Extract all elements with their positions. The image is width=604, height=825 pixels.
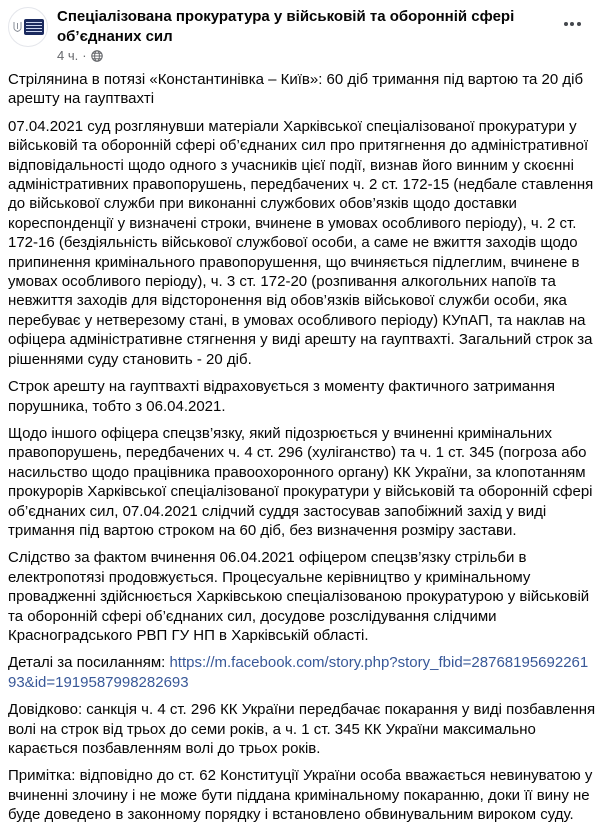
post-paragraph: 07.04.2021 суд розглянувши матеріали Харківської спеціалізованої прокуратури у військовій та оборонній сфері об’єднаних сил про притягнення до адміністративної відповідальності щодо одного з учасників цієї події, визнав його винним у скоєнні адміністративних правопорушень, передбачених ч. 2 ст. 172-15 (недбале ставлення до військової служби при виконанні службових обов’язків щодо доставки кореспонденції у визначені строки, вчинене в умовах особливого періоду), ч. 2 ст. 172-16 (бездіяльність військової службової особи, а саме не вжиття заходів щодо припинення кримінального правопорушення, що вчиняється підлеглим, вчинене в умовах особливого періоду), ч. 3 ст. 172-20 (розпивання алкогольних напоїв та невжиття заходів для відсторонення від обов’язків військової служби особи, яка перебуває у нетверезому стані, в умовах особливого періоду) КУпАП, та наклав на офіцера адміністративне стягнення у виді арешту на гауптвахті. Загальний строк за рішеннями суду становить - 20 діб. — [8, 117, 594, 368]
globe-public-icon — [91, 50, 103, 62]
post-paragraph: Строк арешту на гауптвахті відраховується з моменту фактичного затримання порушника, тобто з 06.04.2021. — [8, 378, 555, 415]
post-paragraph: Довідково: санкція ч. 4 ст. 296 КК України передбачає покарання у виді позбавлення волі на строк від трьох до семи років, а ч. 1 ст. 345 КК України максимально карається позбавленням волі до трьох років. — [8, 701, 596, 757]
more-options-button[interactable] — [558, 14, 586, 34]
header-text — [57, 7, 588, 64]
post-header — [0, 0, 604, 68]
post-text — [0, 68, 604, 825]
dot-icon — [570, 22, 574, 26]
post-paragraph: Стрілянина в потязі «Константинівка – Київ»: 60 діб тримання під вартою та 20 діб арешту на гауптвахті — [8, 71, 584, 108]
post-paragraph — [8, 653, 596, 692]
dot-icon — [577, 22, 581, 26]
post-paragraph: Примітка: відповідно до ст. 62 Конституції України особа вважається невинуватою у вчиненні злочину і не може бути піддана кримінальному покаранню, доки її вину не буде доведено в законному порядку і встановлено обвинувальним вироком суду. — [8, 767, 593, 824]
link-prefix: Деталі за посиланням: — [8, 654, 170, 672]
dot-icon — [564, 22, 568, 26]
timestamp[interactable]: 4 ч. — [57, 48, 79, 63]
post-link[interactable]: https://m.facebook.com/story.php?story_fbid=2876819569226193&id=1919587998282693 — [8, 654, 589, 691]
post-paragraph: Слідство за фактом вчинення 06.04.2021 офіцером спецзв’язку стрільби в електропотязі продовжується. Процесуальне керівництво у кримінальному провадженні здійснюється Харківською спеціалізованою прокуратурою у військовій та оборонній сфері об’єднаних сил, досудове розслідування слідчими Красноградського РВП ГУ НП в Харківській області. — [8, 549, 590, 644]
page-name-link[interactable]: Спеціалізована прокуратура у військовій та оборонній сфері об’єднаних сил — [57, 8, 515, 45]
trident-emblem-icon — [13, 21, 22, 33]
post-paragraph: Щодо іншого офіцера спецзв’язку, який підозрюється у вчиненні кримінальних правопорушень, передбачених ч. 4 ст. 296 (хуліганство) та ч. 1 ст. 345 (погроза або насильство щодо працівника правоохоронного органу) КК України, за клопотанням прокурорів Харківської спеціалізованої прокуратури у військовій та оборонній сфері об’єднаних сил, 07.04.2021 слідчий суддя застосував запобіжний захід у виді тримання під вартою строком на 60 діб, без визначення розміру застави. — [8, 424, 593, 539]
avatar[interactable] — [8, 7, 48, 47]
avatar-text-block — [24, 19, 44, 35]
meta-separator: · — [82, 48, 87, 63]
post-meta — [57, 48, 588, 64]
